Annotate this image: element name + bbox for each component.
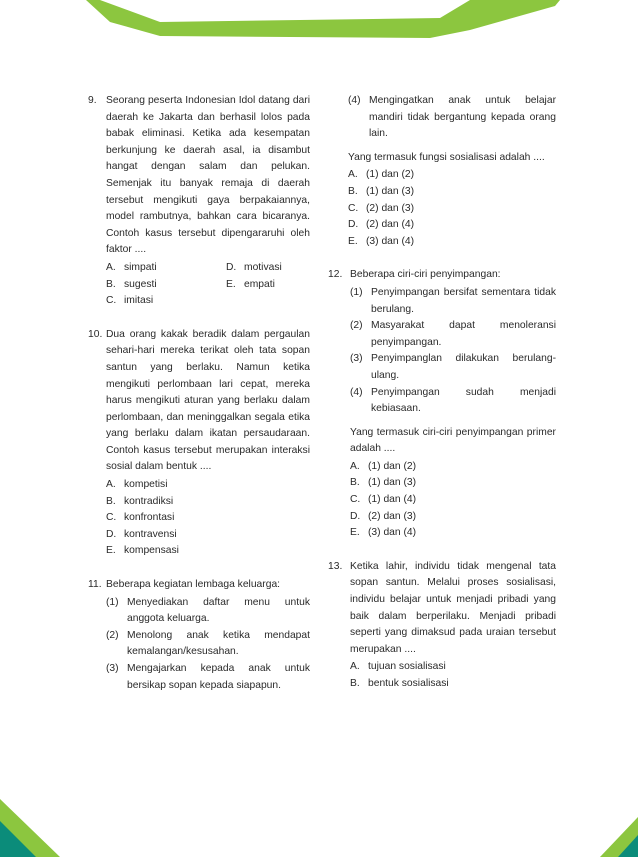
statement-number: (2) — [106, 629, 119, 641]
option-letter: A. — [106, 261, 116, 273]
option-a — [350, 659, 556, 676]
statement-number: (3) — [350, 353, 363, 365]
option-text: kompetisi — [124, 479, 168, 491]
answer-options — [350, 459, 556, 542]
option-text: kontradiksi — [124, 495, 174, 507]
statement-text: Mengajarkan kepada anak untuk bersikap sopan kepada siapapun. — [127, 663, 310, 691]
option-b — [106, 277, 226, 294]
statement-number: (1) — [106, 596, 119, 608]
statement-item — [106, 661, 310, 694]
option-letter: A. — [350, 661, 360, 673]
option-letter: D. — [226, 261, 237, 273]
statement-list — [106, 595, 310, 695]
statement-text: Menyediakan daftar menu untuk anggota keluarga. — [127, 596, 310, 625]
option-letter: B. — [350, 678, 360, 689]
statement-number: (4) — [348, 95, 361, 106]
option-letter: E. — [348, 235, 358, 247]
option-c — [106, 510, 310, 527]
option-letter: B. — [350, 477, 360, 489]
option-text: sugesti — [124, 278, 157, 290]
question-number: 9. — [88, 95, 97, 106]
option-letter: B. — [348, 185, 358, 197]
question-stem: Ketika lahir, individu tidak mengenal tata sopan santun. Melalui proses sosialisasi, individu belajar untuk menjadi pribadi yang baik dalam berperilaku. Menjadi pribadi seperti yang dimaksud pada uraian tersebut merupakan .... — [350, 560, 556, 655]
option-letter: A. — [350, 460, 360, 472]
question-12 — [330, 267, 556, 542]
option-letter: C. — [106, 512, 117, 524]
answer-options — [348, 167, 556, 250]
option-text: tujuan sosialisasi — [368, 661, 446, 673]
option-text: (1) dan (2) — [368, 460, 417, 472]
statement-text: Penyimpanglan dilakukan berulang-ulang. — [371, 353, 556, 381]
option-d — [350, 509, 556, 526]
statement-item — [350, 385, 556, 418]
option-text: (2) dan (4) — [366, 219, 415, 231]
statement-number: (3) — [106, 663, 119, 674]
question-stem: Seorang peserta Indonesian Idol datang dari daerah ke Jakarta dan berhasil lolos pada babak eliminasi. Ketika ada kesempatan berkunjung ke daerah asal, ia disambut hangat dengan salam dan pelukan. Semenjak itu banyak remaja di daerah tersebut mengikuti gaya berpakaiannya, model rambutnya, bahkan cara bicaranya. Contoh kasus tersebut dipengararuhi oleh faktor .... — [106, 95, 310, 256]
question-number: 12. — [328, 269, 343, 281]
question-11 — [88, 577, 310, 694]
question-prompt: Yang termasuk fungsi sosialisasi adalah .... — [348, 151, 545, 163]
option-text: (3) dan (4) — [366, 235, 415, 247]
option-c — [106, 293, 226, 310]
option-c — [348, 201, 556, 218]
statement-list — [350, 285, 556, 418]
option-b — [348, 184, 556, 201]
option-a — [348, 167, 556, 184]
question-number: 13. — [328, 560, 343, 572]
option-letter: D. — [106, 528, 117, 540]
statement-list — [348, 93, 556, 143]
option-text: kompensasi — [124, 545, 179, 557]
option-text: (2) dan (3) — [366, 202, 415, 214]
question-stem: Dua orang kakak beradik dalam pergaulan sehari-hari mereka terikat oleh tata sopan santun yang berlaku. Namun ketika mengikuti perlombaan lari cepat, mereka harus mengikuti aturan yang berlaku dalam perlombaan, dan meninggalkan segala etika yang berlaku dalam ikatan persaudaraan. Contoh kasus tersebut merupakan interaksi sosial dalam bentuk .... — [106, 328, 310, 473]
option-text: (1) dan (3) — [366, 185, 415, 197]
option-text: empati — [244, 278, 275, 290]
option-letter: C. — [106, 295, 117, 307]
question-prompt: Yang termasuk ciri-ciri penyimpangan primer adalah .... — [350, 426, 556, 455]
option-text: (2) dan (3) — [368, 510, 417, 522]
option-letter: C. — [350, 494, 361, 506]
option-c — [350, 492, 556, 509]
option-b — [350, 475, 556, 492]
option-text: imitasi — [124, 295, 154, 307]
option-letter: A. — [348, 169, 358, 181]
statement-number: (4) — [350, 386, 363, 398]
option-letter: E. — [350, 527, 360, 539]
option-letter: B. — [106, 278, 116, 290]
statement-text: Penyimpangan bersifat sementara tidak berulang. — [371, 286, 556, 315]
question-stem: Beberapa kegiatan lembaga keluarga: — [106, 579, 281, 591]
option-letter: B. — [106, 495, 116, 507]
question-stem: Beberapa ciri-ciri penyimpangan: — [350, 269, 501, 281]
option-text: (3) dan (4) — [368, 527, 417, 539]
option-text: (1) dan (3) — [368, 477, 417, 489]
option-text: konfrontasi — [124, 512, 175, 524]
option-e — [348, 234, 556, 251]
statement-text: Masyarakat dapat menoleransi penyimpangan. — [371, 320, 556, 348]
option-e — [350, 525, 556, 542]
option-text: bentuk sosialisasi — [368, 678, 449, 689]
option-letter: D. — [348, 219, 359, 231]
question-number: 11. — [88, 579, 102, 591]
statement-number: (1) — [350, 286, 363, 298]
answer-options — [350, 659, 556, 692]
option-text: motivasi — [244, 261, 282, 273]
statement-number: (2) — [350, 320, 363, 332]
option-letter: C. — [348, 202, 359, 214]
option-text: (1) dan (2) — [366, 169, 415, 181]
option-a — [106, 260, 226, 277]
option-letter: A. — [106, 479, 116, 491]
statement-item — [106, 628, 310, 661]
option-b — [350, 676, 556, 693]
statement-item — [350, 285, 556, 318]
question-10 — [88, 327, 310, 560]
option-text: kontravensi — [124, 528, 177, 540]
question-11-continued — [330, 93, 556, 250]
answer-options — [106, 477, 310, 560]
option-d — [106, 527, 310, 544]
statement-item — [348, 93, 556, 143]
right-column — [330, 93, 556, 710]
option-letter: E. — [226, 278, 236, 290]
left-column — [88, 93, 310, 711]
option-d — [348, 217, 556, 234]
option-a — [106, 477, 310, 494]
statement-text: Mengingatkan anak untuk belajar mandiri tidak bergantung kepada orang lain. — [369, 95, 556, 140]
option-e — [106, 543, 310, 560]
statement-item — [350, 351, 556, 384]
option-text: (1) dan (4) — [368, 494, 417, 506]
question-9 — [88, 93, 310, 310]
option-letter: D. — [350, 510, 361, 522]
statement-text: Menolong anak ketika mendapat kemalangan/kesusahan. — [127, 629, 310, 658]
question-number: 10. — [88, 328, 103, 340]
option-b — [106, 494, 310, 511]
statement-text: Penyimpangan sudah menjadi kebiasaan. — [371, 386, 556, 415]
question-13 — [330, 559, 556, 693]
option-letter: E. — [106, 545, 116, 557]
option-e — [226, 277, 326, 294]
option-a — [350, 459, 556, 476]
answer-options — [106, 260, 310, 310]
option-text: simpati — [124, 261, 157, 273]
statement-item — [350, 318, 556, 351]
statement-item — [106, 595, 310, 628]
option-d — [226, 260, 326, 277]
